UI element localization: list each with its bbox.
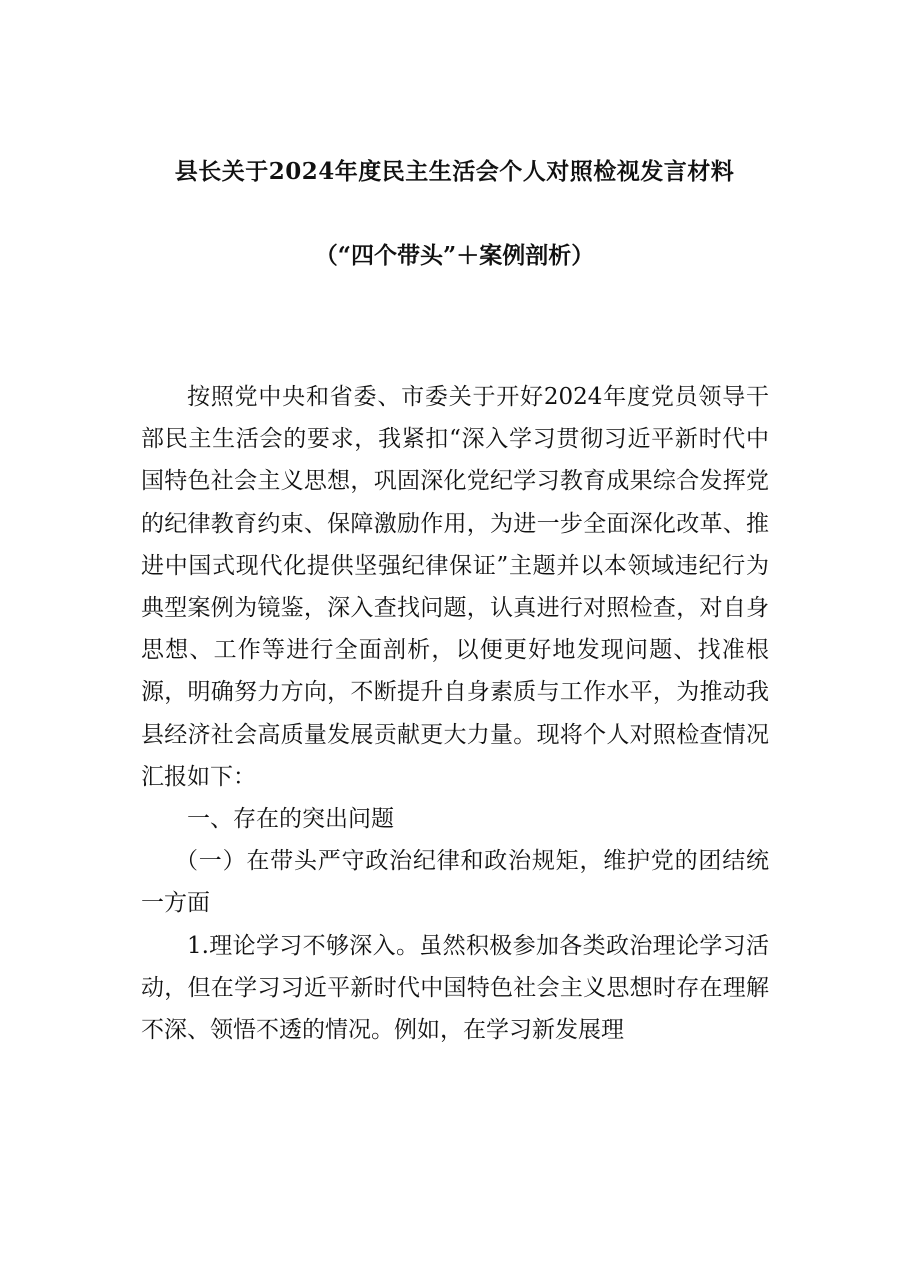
- point-paragraph: 1.理论学习不够深入。虽然积极参加各类政治理论学习活动，但在学习习近平新时代中国特色社会主义思想时存在理解不深、领悟不透的情况。例如，在学习新发展理: [141, 932, 769, 1044]
- subsection-heading: （一）在带头严守政治纪律和政治规矩，维护党的团结统一方面: [141, 848, 769, 917]
- intro-paragraph: 按照党中央和省委、市委关于开好2024年度党员领导干部民主生活会的要求，我紧扣“深入学习贯彻习近平新时代中国特色社会主义思想，巩固深化党纪学习教育成果综合发挥党的纪律教育约束、保障激励作用，为进一步全面深化改革、推进中国式现代化提供坚强纪律保证”主题并以本领域违纪行为典型案例为镜鉴，深入查找问题，认真进行对照检查，对自身思想、工作等进行全面剖析，以便更好地发现问题、找准根源，明确努力方向，不断提升自身素质与工作水平，为推动我县经济社会高质量发展贡献更大力量。现将个人对照检查情况汇报如下：: [141, 384, 769, 790]
- document-title: 县长关于2024年度民主生活会个人对照检视发言材料: [174, 158, 735, 185]
- document-body: [141, 376, 769, 1051]
- section-heading: 一、存在的突出问题: [187, 806, 394, 833]
- document-subtitle: （“四个带头”＋案例剖析）: [314, 242, 595, 269]
